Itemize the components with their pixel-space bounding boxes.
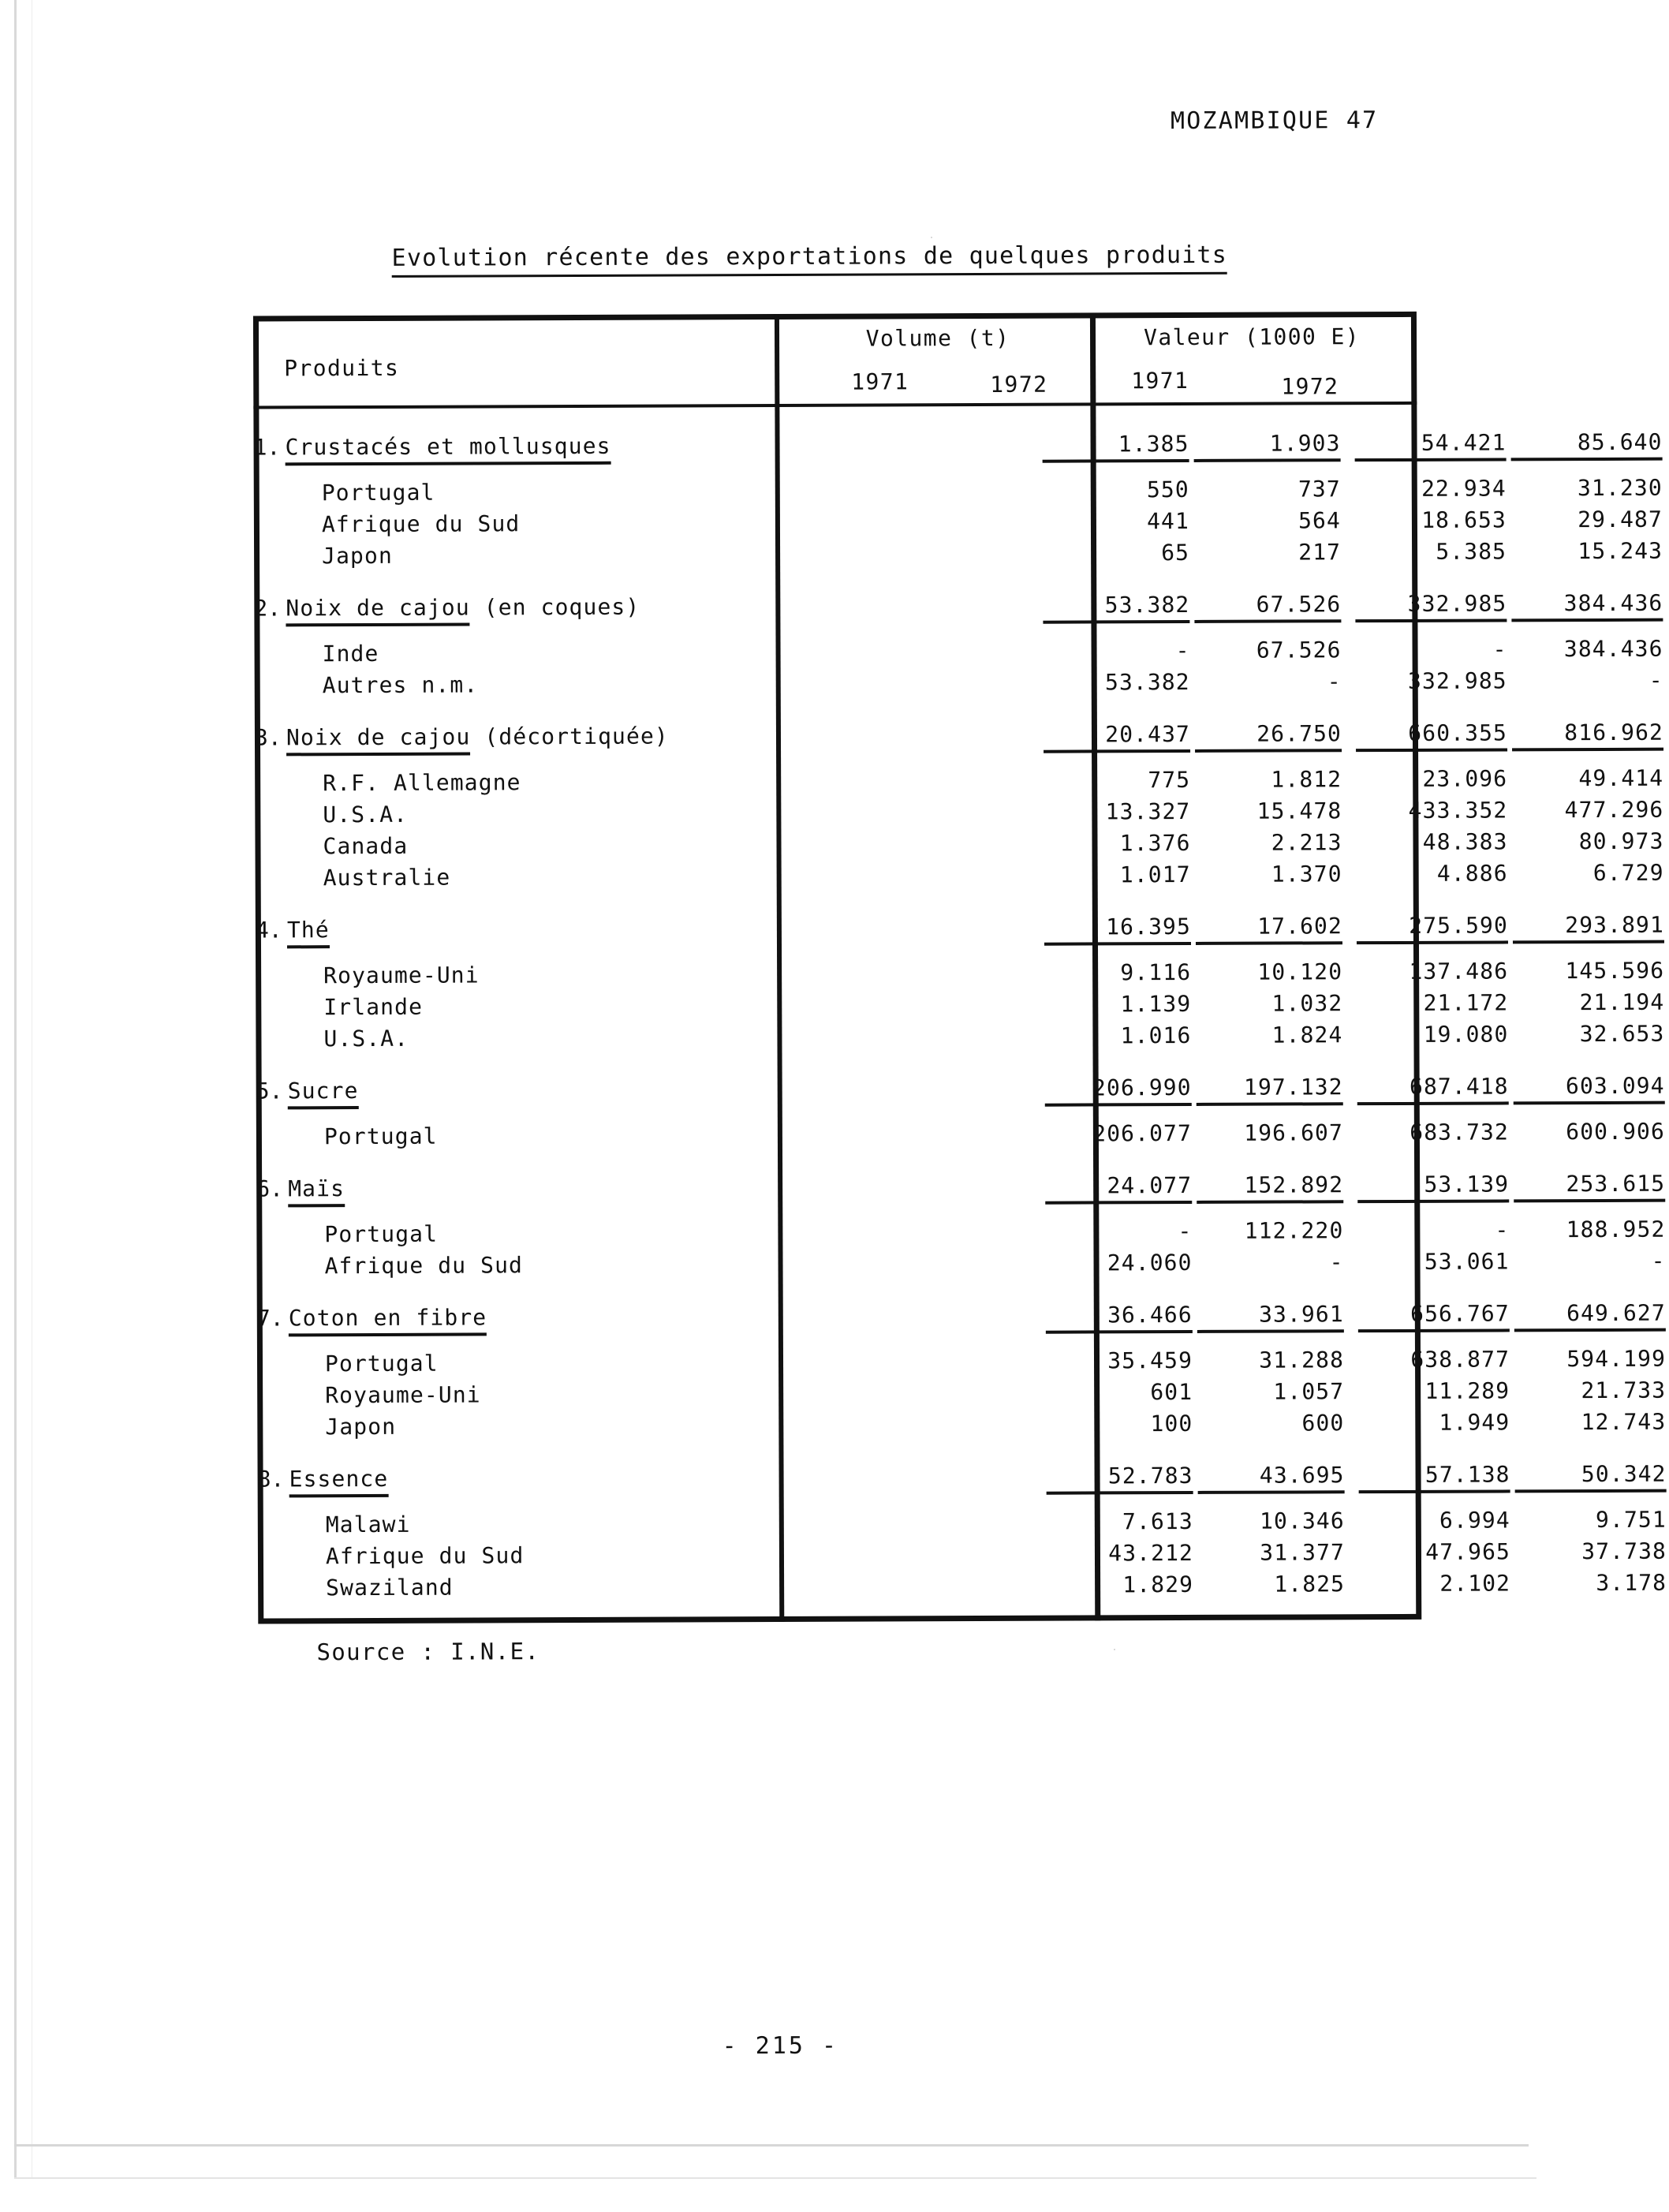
cell-volume-1971: 53.382 — [1104, 668, 1190, 696]
table-row-product — [256, 1299, 1666, 1339]
row-index: 5. — [256, 1078, 283, 1104]
cell-volume-1971: 13.327 — [1105, 798, 1191, 825]
cell-volume-1972: - — [1327, 668, 1342, 695]
cell-valeur-1971: 23.096 — [1422, 765, 1508, 792]
cell-volume-1972: 1.057 — [1273, 1378, 1345, 1405]
column-header-valeur-1972: 1972 — [1281, 373, 1339, 400]
cell-valeur-1971: 137.486 — [1409, 958, 1509, 985]
table-row-destination — [256, 1020, 1665, 1059]
cell-valeur-1972: 600.906 — [1566, 1118, 1665, 1145]
row-label — [289, 1304, 487, 1331]
page-folio: - 215 - — [722, 2031, 839, 2061]
cell-volume-1971: 441 — [1146, 507, 1189, 535]
row-index: 4. — [255, 917, 282, 943]
cell-valeur-1972: 50.342 — [1515, 1461, 1667, 1493]
cell-valeur-1971: 47.965 — [1425, 1538, 1511, 1565]
cell-volume-1971: 53.382 — [1043, 592, 1189, 624]
cell-volume-1971: 43.212 — [1108, 1539, 1194, 1567]
row-label — [288, 1078, 359, 1104]
row-label: Australie — [323, 864, 451, 891]
cell-valeur-1971: 21.172 — [1423, 989, 1509, 1016]
cell-volume-1972: 600 — [1301, 1410, 1345, 1437]
source-note: Source : I.N.E. — [316, 1638, 540, 1666]
row-label-suffix: (décortiquée) — [470, 723, 669, 750]
table-row-product — [254, 589, 1663, 629]
cell-valeur-1971: 433.352 — [1408, 797, 1508, 824]
running-head: MOZAMBIQUE 47 — [1170, 106, 1379, 136]
cell-valeur-1971: 54.421 — [1354, 429, 1506, 461]
row-label — [286, 433, 611, 461]
row-label: Japon — [325, 1413, 397, 1440]
table-row-product — [257, 1460, 1667, 1500]
row-label: Afrique du Sud — [325, 1542, 525, 1570]
cell-valeur-1972: 12.743 — [1581, 1408, 1667, 1436]
cell-volume-1971: 16.395 — [1044, 914, 1191, 946]
cell-valeur-1972: 3.178 — [1596, 1569, 1667, 1597]
cell-valeur-1972: 49.414 — [1578, 764, 1664, 792]
row-label: Inde — [322, 640, 379, 667]
cell-valeur-1971: 5.385 — [1436, 538, 1507, 565]
cell-valeur-1971: 638.877 — [1410, 1346, 1510, 1373]
cell-valeur-1971: 687.418 — [1357, 1073, 1509, 1105]
cell-valeur-1971: 332.985 — [1407, 667, 1507, 694]
row-index: 3. — [254, 724, 282, 751]
table-caption: Evolution récente des exportations de quelques produits — [392, 241, 1228, 278]
row-label: Malawi — [325, 1511, 411, 1538]
cell-volume-1972: 31.377 — [1260, 1539, 1346, 1566]
cell-valeur-1972: 253.615 — [1514, 1171, 1665, 1203]
row-index: 6. — [256, 1175, 283, 1202]
cell-volume-1971: 52.783 — [1047, 1463, 1193, 1495]
cell-valeur-1971: 656.767 — [1358, 1300, 1510, 1332]
row-index: 7. — [256, 1305, 284, 1332]
row-label — [286, 723, 669, 751]
cell-volume-1971: 206.990 — [1045, 1074, 1192, 1107]
cell-volume-1971: 65 — [1161, 539, 1190, 566]
cell-valeur-1972: 816.962 — [1512, 719, 1663, 752]
cell-volume-1971: 35.459 — [1107, 1347, 1193, 1374]
cell-volume-1971: 1.376 — [1119, 829, 1191, 857]
cell-volume-1972: 33.961 — [1197, 1301, 1344, 1333]
cell-valeur-1972: 477.296 — [1564, 796, 1664, 824]
cell-valeur-1971: - — [1495, 1216, 1510, 1243]
cell-valeur-1972: 649.627 — [1514, 1300, 1666, 1332]
table-row-destination — [256, 859, 1664, 899]
cell-volume-1972: 67.526 — [1256, 637, 1342, 663]
cell-volume-1972: 1.032 — [1271, 990, 1343, 1017]
row-label: Swaziland — [326, 1574, 454, 1601]
row-label-underlined: Crustacés et mollusques — [286, 433, 611, 466]
cell-volume-1972: - — [1329, 1249, 1344, 1276]
row-label: Portugal — [324, 1350, 439, 1377]
cell-valeur-1972: 37.738 — [1581, 1538, 1667, 1565]
column-header-valeur-1971: 1971 — [1131, 367, 1189, 394]
cell-valeur-1971: 53.139 — [1357, 1171, 1509, 1203]
cell-volume-1971: 601 — [1150, 1378, 1193, 1406]
cell-volume-1972: 564 — [1297, 507, 1341, 534]
row-label-underlined: Coton en fibre — [289, 1304, 487, 1336]
cell-volume-1972: 10.346 — [1259, 1508, 1345, 1534]
row-index: 2. — [254, 595, 282, 622]
cell-volume-1971: 24.060 — [1107, 1249, 1193, 1276]
cell-valeur-1972: 188.952 — [1566, 1216, 1666, 1243]
row-label-underlined: Noix de cajou — [286, 594, 470, 626]
cell-valeur-1971: 6.994 — [1439, 1507, 1510, 1534]
cell-volume-1971: 1.139 — [1120, 990, 1192, 1018]
row-label: Royaume-Uni — [325, 1381, 481, 1409]
cell-volume-1971: 100 — [1150, 1410, 1193, 1437]
cell-valeur-1971: 332.985 — [1355, 590, 1507, 622]
row-label-underlined: Sucre — [288, 1078, 359, 1109]
cell-volume-1972: 1.370 — [1271, 861, 1342, 887]
row-index: 8. — [257, 1466, 285, 1493]
cell-volume-1972: 2.213 — [1271, 829, 1342, 856]
cell-valeur-1971: 18.653 — [1421, 506, 1507, 533]
table-row-product — [255, 911, 1664, 951]
cell-volume-1972: 15.478 — [1256, 798, 1342, 824]
cell-volume-1972: 1.812 — [1271, 766, 1342, 793]
cell-valeur-1971: 4.886 — [1436, 860, 1508, 887]
row-label: Portugal — [321, 479, 435, 506]
cell-volume-1971: 206.077 — [1092, 1119, 1192, 1147]
table-row-destination — [255, 667, 1663, 706]
row-label: U.S.A. — [323, 801, 409, 828]
cell-volume-1971: - — [1175, 637, 1190, 664]
cell-valeur-1971: - — [1492, 636, 1507, 663]
cell-volume-1971: - — [1178, 1217, 1193, 1245]
cell-valeur-1972: 15.243 — [1578, 537, 1663, 565]
cell-valeur-1972: 9.751 — [1595, 1506, 1667, 1534]
cell-volume-1971: 24.077 — [1045, 1172, 1192, 1205]
row-label: U.S.A. — [323, 1025, 409, 1052]
cell-volume-1972: 737 — [1297, 476, 1341, 503]
table-row-destination — [256, 1118, 1665, 1157]
cell-valeur-1972: 603.094 — [1514, 1073, 1665, 1105]
cell-volume-1972: 1.825 — [1274, 1571, 1346, 1597]
cell-valeur-1972: 80.973 — [1578, 828, 1664, 855]
cell-volume-1971: 20.437 — [1044, 721, 1190, 753]
row-label: Portugal — [323, 1123, 438, 1150]
row-label — [289, 1466, 389, 1492]
cell-volume-1971: 550 — [1146, 476, 1189, 503]
cell-valeur-1972: 594.199 — [1566, 1345, 1667, 1373]
table-row-product — [256, 1170, 1666, 1209]
row-label-underlined: Maïs — [288, 1175, 345, 1207]
cell-volume-1972: 1.903 — [1193, 430, 1340, 462]
row-label-suffix: (en coques) — [469, 593, 640, 621]
cell-valeur-1971: 1.949 — [1439, 1409, 1510, 1436]
cell-volume-1971: 1.017 — [1119, 861, 1191, 888]
cell-volume-1971: 7.613 — [1122, 1508, 1193, 1535]
cell-valeur-1971: 275.590 — [1357, 912, 1508, 944]
cell-volume-1972: 43.695 — [1198, 1462, 1345, 1494]
row-label: Afrique du Sud — [321, 510, 521, 538]
cell-valeur-1971: 660.355 — [1356, 719, 1507, 752]
table-row-product — [254, 719, 1664, 758]
table-row-destination — [254, 537, 1663, 577]
row-label: Royaume-Uni — [323, 962, 480, 989]
row-label: Portugal — [324, 1220, 439, 1248]
cell-valeur-1971: 19.080 — [1423, 1021, 1509, 1048]
cell-volume-1972: 17.602 — [1196, 913, 1342, 945]
column-header-volume-1971: 1971 — [851, 368, 909, 395]
cell-valeur-1972: 145.596 — [1565, 957, 1665, 985]
row-label: R.F. Allemagne — [323, 769, 521, 797]
cell-valeur-1972: 293.891 — [1513, 912, 1664, 944]
column-header-volume-1972: 1972 — [990, 371, 1048, 398]
cell-volume-1971: 1.016 — [1120, 1022, 1192, 1049]
cell-volume-1972: 26.750 — [1195, 720, 1342, 753]
cell-valeur-1972: 21.733 — [1581, 1377, 1667, 1404]
cell-valeur-1972: 384.436 — [1511, 590, 1663, 622]
table-row-product — [253, 428, 1663, 468]
row-label-underlined: Thé — [287, 917, 330, 948]
row-label: Canada — [323, 832, 409, 860]
row-index: 1. — [253, 434, 281, 461]
cell-valeur-1972: 6.729 — [1592, 859, 1664, 887]
column-group-header-volume: Volume (t) — [865, 324, 1010, 352]
column-group-header-valeur: Valeur (1000 E) — [1144, 323, 1361, 351]
cell-valeur-1971: 57.138 — [1359, 1461, 1510, 1493]
cell-volume-1972: 197.132 — [1197, 1074, 1343, 1106]
cell-valeur-1972: - — [1648, 667, 1663, 693]
cell-valeur-1971: 683.732 — [1410, 1119, 1509, 1145]
cell-volume-1971: 36.466 — [1046, 1302, 1193, 1334]
column-header-produits: Produits — [284, 354, 400, 382]
cell-valeur-1971: 53.061 — [1424, 1248, 1510, 1275]
cell-volume-1972: 10.120 — [1257, 958, 1343, 985]
cell-volume-1971: 1.385 — [1042, 431, 1189, 463]
row-label: Afrique du Sud — [324, 1252, 524, 1280]
row-label-underlined: Essence — [289, 1466, 389, 1497]
cell-volume-1972: 217 — [1298, 539, 1342, 566]
row-label — [286, 594, 640, 622]
cell-valeur-1972: 85.640 — [1510, 429, 1662, 461]
cell-volume-1972: 112.220 — [1244, 1217, 1344, 1244]
table-row-destination — [257, 1408, 1667, 1448]
cell-valeur-1972: 29.487 — [1578, 506, 1663, 533]
row-label-underlined: Noix de cajou — [286, 723, 471, 756]
cell-valeur-1972: 32.653 — [1579, 1020, 1665, 1048]
row-label: Irlande — [323, 993, 424, 1021]
cell-valeur-1972: 21.194 — [1579, 988, 1665, 1016]
cell-volume-1972: 31.288 — [1259, 1347, 1345, 1373]
cell-valeur-1971: 11.289 — [1424, 1377, 1510, 1404]
cell-volume-1971: 9.116 — [1120, 958, 1192, 986]
cell-valeur-1971: 22.934 — [1421, 475, 1507, 502]
table-row-destination — [258, 1569, 1667, 1609]
table-row-destination — [256, 1247, 1666, 1287]
row-label — [287, 917, 330, 943]
cell-valeur-1971: 2.102 — [1439, 1570, 1511, 1597]
cell-volume-1972: 67.526 — [1194, 591, 1341, 623]
table-row-product — [256, 1072, 1665, 1112]
row-label: Japon — [322, 542, 393, 570]
cell-valeur-1971: 48.383 — [1422, 828, 1508, 855]
cell-volume-1971: 775 — [1148, 766, 1191, 794]
cell-valeur-1972: - — [1651, 1247, 1666, 1274]
cell-volume-1972: 196.607 — [1244, 1119, 1343, 1146]
cell-volume-1972: 1.824 — [1271, 1022, 1343, 1048]
cell-valeur-1972: 384.436 — [1563, 635, 1663, 663]
row-label: Autres n.m. — [322, 671, 479, 699]
row-label — [288, 1175, 345, 1201]
cell-volume-1971: 1.829 — [1122, 1571, 1194, 1598]
cell-volume-1972: 152.892 — [1197, 1171, 1343, 1204]
cell-valeur-1972: 31.230 — [1577, 474, 1663, 502]
